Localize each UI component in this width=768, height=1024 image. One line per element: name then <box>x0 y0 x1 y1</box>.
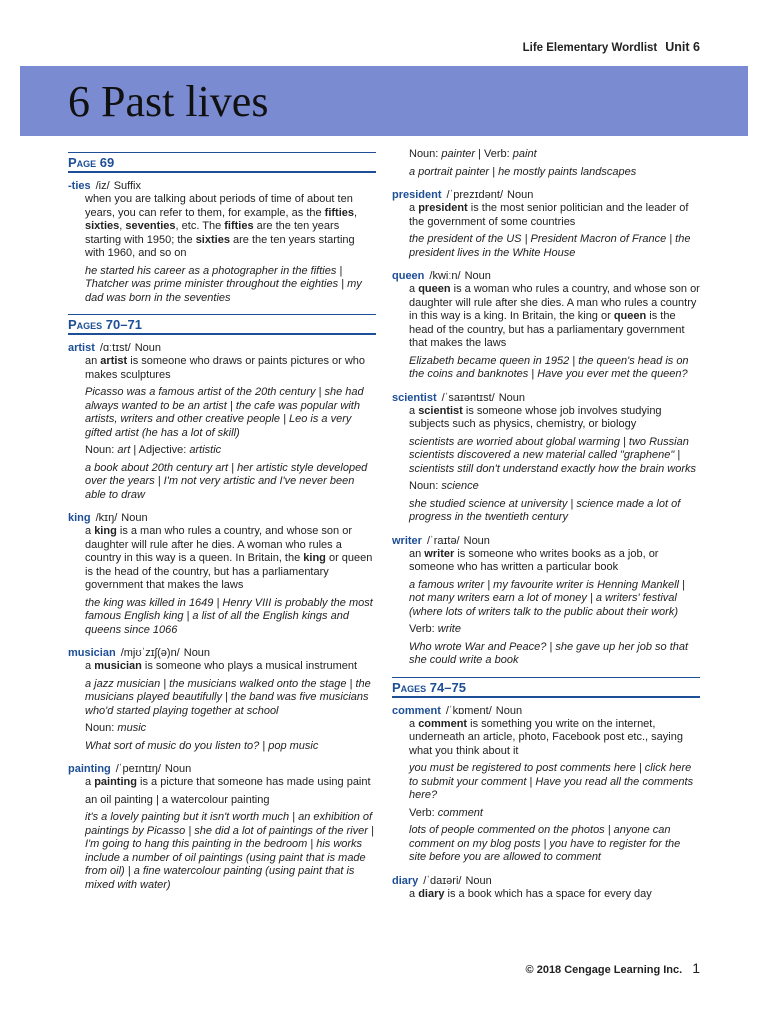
examples: a book about 20th century art | her artistic style developed over the years | I'm not very artistic and I've never been able to draw <box>85 461 368 501</box>
entry-painting-continued <box>392 148 700 179</box>
word-forms: Noun: painter | Verb: paint <box>409 148 537 160</box>
headword: diary <box>392 874 419 887</box>
examples: lots of people commented on the photos | anyone can comment on my blog posts | you have to register for the site before you are allowed to comment <box>409 824 681 863</box>
headword: queen <box>392 270 425 282</box>
part-of-speech: Noun <box>464 270 491 282</box>
examples: Elizabeth became queen in 1952 | the queen's head is on the coins and banknotes | Have you ever met the queen? <box>409 354 689 380</box>
definition: a comment is something you write on the internet, underneath an article, photo, Facebook post etc., saying what you think about it <box>409 717 683 757</box>
examples: the president of the US | President Macron of France | the president lives in the White House <box>409 233 691 259</box>
unit-title: 6 Past lives <box>68 77 269 126</box>
headword: scientist <box>392 391 437 404</box>
wordlist-title: Life Elementary Wordlist <box>522 42 658 54</box>
part-of-speech: Noun <box>463 534 490 547</box>
headword-line <box>392 874 700 888</box>
unit-banner <box>20 66 748 136</box>
definition: an artist is someone who draws or paints pictures or who makes sculptures <box>85 355 366 381</box>
examples: she studied science at university | science made a lot of progress in the twentieth century <box>409 497 681 523</box>
headword: king <box>68 512 91 524</box>
running-header <box>523 40 700 54</box>
phonetic: /kwiːn/ <box>429 270 461 282</box>
headword-line <box>68 511 376 525</box>
definition: a queen is a woman who rules a country, and whose son or daughter will rule after she dies. A man who rules a country in this way is a king. In Britain, the king or queen is the head of the country, but has a parliamentary government that makes the laws <box>409 283 700 349</box>
examples: it's a lovely painting but it isn't worth much | an exhibition of paintings by Picasso | she did a lot of paintings of the river | I'm going to hang this painting in the bedroom | his works include a number of oil paintings (using paint that is made from oil) | a fine watercolour painting (using paint that is mixed with water) <box>85 811 374 891</box>
word-forms: Noun: music <box>85 722 147 734</box>
entry-painting <box>68 762 376 892</box>
part-of-speech: Suffix <box>113 180 141 192</box>
headword: president <box>392 189 442 201</box>
examples: the king was killed in 1649 | Henry VIII is probably the most famous English king | a list of all the English kings and queens since 1066 <box>85 596 373 636</box>
word-forms: Noun: science <box>409 480 479 492</box>
phonetic: /ˈraɪtə/ <box>426 534 460 547</box>
phonetic: /iz/ <box>95 180 110 192</box>
right-column <box>392 148 700 910</box>
phonetic: /ˈsaɪəntɪst/ <box>441 391 495 404</box>
definition: a scientist is someone whose job involves studying subjects such as physics, chemistry, or biology <box>409 404 662 430</box>
headword-line <box>392 188 700 202</box>
part-of-speech: Noun <box>507 189 534 201</box>
phonetic: /ˈprezɪdənt/ <box>446 189 504 201</box>
collocations: an oil painting | a watercolour painting <box>85 793 270 806</box>
examples: a portrait painter | he mostly paints landscapes <box>409 165 637 178</box>
definition: an writer is someone who writes books as a job, or someone who has written a particular book <box>409 547 659 573</box>
entry-comment <box>392 704 700 865</box>
section-heading: Pages 74–75 <box>392 677 700 698</box>
phonetic: /mjʊˈzɪʃ(ə)n/ <box>120 647 180 659</box>
part-of-speech: Noun <box>134 342 162 354</box>
headword-line <box>392 269 700 283</box>
entry-scientist <box>392 391 700 525</box>
examples: a jazz musician | the musicians walked onto the stage | the musicians played beautifully | the band was five musicians who'd started playing together at school <box>85 677 371 717</box>
part-of-speech: Noun <box>498 391 526 404</box>
definition: a musician is someone who plays a musical instrument <box>85 660 358 672</box>
page-number: 1 <box>692 960 700 976</box>
entry-diary <box>392 874 700 902</box>
definition: when you are talking about periods of time of about ten years, you can refer to them, for example, as the fifties, sixties, seventies, etc. The fifties are the ten years starting with 1950; the sixties are the ten years starting with 1960, and so on <box>85 193 358 259</box>
examples: a famous writer | my favourite writer is Henning Mankell | not many writers earn a lot of money | a writers' festival (where lots of writers talk to the public about their work) <box>409 578 685 618</box>
part-of-speech: Noun <box>121 512 148 524</box>
part-of-speech: Noun <box>183 647 211 659</box>
phonetic: /kɪŋ/ <box>95 512 118 524</box>
examples: Who wrote War and Peace? | she gave up her job so that she could write a book <box>409 640 689 666</box>
headword-line <box>392 704 700 718</box>
headword: comment <box>392 704 441 717</box>
entry-writer <box>392 534 700 668</box>
phonetic: /ˈkɒment/ <box>445 704 492 717</box>
entry-queen <box>392 269 700 382</box>
word-forms: Noun: art | Adjective: artistic <box>85 444 222 456</box>
definition: a king is a man who rules a country, and whose son or daughter will rule after he dies. A woman who rules a country in this way is a queen. In Britain, the king or queen is the head of the country, but has a parliamentary government that makes the laws <box>85 525 373 591</box>
part-of-speech: Noun <box>465 874 492 887</box>
definition: a president is the most senior politician and the leader of the government of some countries <box>409 202 689 228</box>
definition: a diary is a book which has a space for every day <box>409 887 652 900</box>
section-heading: Page 69 <box>68 152 376 173</box>
examples: scientists are worried about global warming | two Russian scientists discovered a new material called "graphene" | scientists still don't understand exactly how the brain works <box>409 435 697 475</box>
phonetic: /ˈpeɪntɪŋ/ <box>115 763 161 775</box>
entry-artist <box>68 341 376 502</box>
headword-line <box>392 534 700 548</box>
headword-line <box>68 762 376 776</box>
definition: a painting is a picture that someone has made using paint <box>85 776 371 788</box>
word-forms: Verb: write <box>409 623 461 635</box>
headword: musician <box>68 647 116 659</box>
word-forms: Verb: comment <box>409 806 483 819</box>
entry-musician <box>68 646 376 753</box>
entry-ties <box>68 179 376 305</box>
examples: Picasso was a famous artist of the 20th century | she had always wanted to be an artist | the cafe was popular with artists, writers and other creative people | Leo is a very gifted artist (he has a lot of skill) <box>85 386 364 439</box>
headword: -ties <box>68 180 91 192</box>
headword-line <box>68 646 376 660</box>
left-column <box>68 148 376 901</box>
unit-label: Unit 6 <box>665 40 700 54</box>
headword-line <box>392 391 700 405</box>
page-footer <box>526 960 700 976</box>
part-of-speech: Noun <box>495 704 523 717</box>
part-of-speech: Noun <box>164 763 192 775</box>
headword: writer <box>392 534 422 547</box>
copyright: © 2018 Cengage Learning Inc. <box>525 964 683 976</box>
examples: you must be registered to post comments here | click here to submit your comment | Have you read all the comments here? <box>409 762 694 801</box>
headword: painting <box>68 763 111 775</box>
section-heading: Pages 70–71 <box>68 314 376 335</box>
examples: What sort of music do you listen to? | pop music <box>85 739 319 752</box>
headword: artist <box>68 342 95 354</box>
phonetic: /ˈdaɪəri/ <box>423 874 462 887</box>
headword-line <box>68 179 376 193</box>
headword-line <box>68 341 376 355</box>
entry-king <box>68 511 376 637</box>
phonetic: /ɑːtɪst/ <box>99 342 131 354</box>
entry-president <box>392 188 700 260</box>
examples: he started his career as a photographer in the fifties | Thatcher was prime minister throughout the eighties | my dad was born in the seventies <box>85 264 362 304</box>
